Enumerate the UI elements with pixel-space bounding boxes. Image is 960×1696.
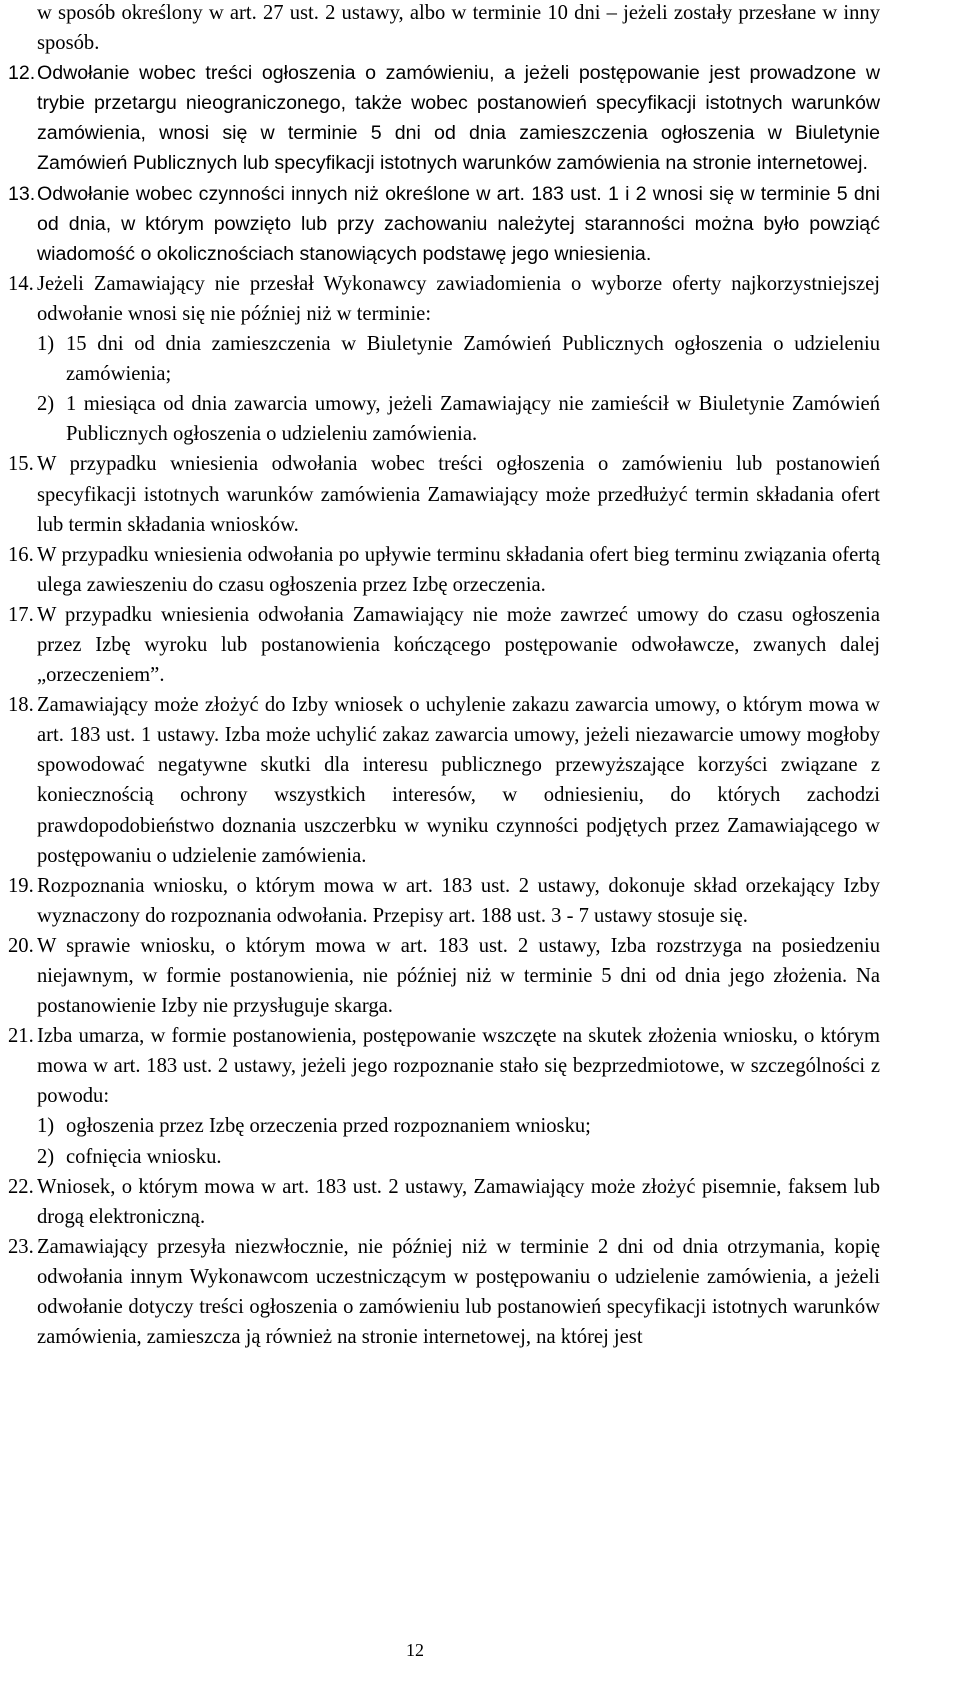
sub-item (37, 329, 880, 389)
page-number: 12 (406, 1640, 424, 1660)
item-number: 22. (8, 1175, 34, 1198)
item-number: 14. (8, 272, 34, 295)
sub-list (37, 329, 880, 449)
item-text: Wniosek, o którym mowa w art. 183 ust. 2 ustawy, Zamawiający może złożyć pisemnie, faksem lub drogą elektroniczną. (37, 1175, 880, 1228)
sub-item-text: ogłoszenia przez Izbę orzeczenia przed rozpoznaniem wniosku; (66, 1115, 591, 1138)
list-item (8, 690, 880, 871)
list-item (8, 931, 880, 1021)
item-number: 18. (8, 694, 34, 717)
item-number: 23. (8, 1235, 34, 1258)
item-number: 15. (8, 453, 34, 476)
list-item (8, 449, 880, 539)
item-number: 20. (8, 934, 34, 957)
list-item (8, 600, 880, 690)
list-item (8, 179, 880, 269)
sub-item-number: 1) (37, 1115, 55, 1138)
item-text: W przypadku wniesienia odwołania Zamawiający nie może zawrzeć umowy do czasu ogłoszenia przez Izbę wyroku lub postanowienia kończącego postępowanie odwoławcze, zwanych dalej „orzeczeniem”. (37, 603, 880, 687)
item-text: Odwołanie wobec czynności innych niż określone w art. 183 ust. 1 i 2 wnosi się w terminie 5 dni od dnia, w którym powzięto lub przy zachowaniu należytej staranności można było powziąć wiadomość o okolicznościach stanowiących podstawę jego wniesienia. (37, 182, 880, 265)
item-text: Zamawiający przesyła niezwłocznie, nie później niż w terminie 2 dni od dnia otrzymania, kopię odwołania innym Wykonawcom uczestniczącym w postępowaniu o udzielenie zamówienia, a jeżeli odwołanie dotyczy treści ogłoszenia o zamówieniu lub postanowień specyfikacji istotnych warunków zamówienia, zamieszcza ją również na stronie internetowej, na której jest (37, 1235, 880, 1349)
list-item (8, 871, 880, 931)
list-item (8, 1232, 880, 1352)
sub-item (37, 389, 880, 449)
item-text: Zamawiający może złożyć do Izby wniosek o uchylenie zakazu zawarcia umowy, o którym mowa w art. 183 ust. 1 ustawy. Izba może uchylić zakaz zawarcia umowy, jeżeli niezawarcie umowy mogłoby spowodować negatywne skutki dla interesu publicznego przewyższające korzyści związane z koniecznością ochrony wszystkich interesów, w odniesieniu, do których zachodzi prawdopodobieństwo doznania uszczerbku w wyniku czynności podjętych przez Zamawiającego w postępowaniu o udzielenie zamówienia. (37, 694, 880, 867)
list-item (8, 1172, 880, 1232)
sub-item-text: 15 dni od dnia zamieszczenia w Biuletynie Zamówień Publicznych ogłoszenia o udzieleniu zamówienia; (66, 333, 880, 386)
item-number: 13. (8, 182, 36, 205)
item-number: 16. (8, 543, 34, 566)
item-text: Rozpoznania wniosku, o którym mowa w art. 183 ust. 2 ustawy, dokonuje skład orzekający Izby wyznaczony do rozpoznania odwołania. Przepisy art. 188 ust. 3 - 7 ustawy stosuje się. (37, 874, 880, 927)
list-item (8, 540, 880, 600)
continued-paragraph: w sposób określony w art. 27 ust. 2 ustawy, albo w terminie 10 dni – jeżeli zostały przesłane w inny sposób. (37, 2, 880, 55)
item-text: W sprawie wniosku, o którym mowa w art. 183 ust. 2 ustawy, Izba rozstrzyga na posiedzeniu niejawnym, w formie postanowienia, nie później niż w terminie 5 dni od dnia jego złożenia. Na postanowienie Izby nie przysługuje skarga. (37, 934, 880, 1018)
list-item (8, 1021, 880, 1171)
item-number: 19. (8, 874, 34, 897)
item-text: W przypadku wniesienia odwołania po upływie terminu składania ofert bieg terminu związania ofertą ulega zawieszeniu do czasu ogłoszenia przez Izbę orzeczenia. (37, 543, 880, 596)
sub-item-number: 1) (37, 333, 55, 356)
item-number: 12. (8, 62, 36, 85)
document-body (8, 0, 880, 1352)
item-number: 21. (8, 1025, 34, 1048)
numbered-list (8, 58, 880, 1352)
list-item (8, 58, 880, 178)
item-number: 17. (8, 603, 34, 626)
sub-item-number: 2) (37, 1145, 55, 1168)
list-item (8, 269, 880, 450)
item-text: W przypadku wniesienia odwołania wobec treści ogłoszenia o zamówieniu lub postanowień specyfikacji istotnych warunków zamówienia Zamawiający może przedłużyć termin składania ofert lub termin składania wniosków. (37, 453, 880, 536)
sub-item-number: 2) (37, 393, 55, 416)
sub-item-text: 1 miesiąca od dnia zawarcia umowy, jeżeli Zamawiający nie zamieścił w Biuletynie Zamówień Publicznych ogłoszenia o udzieleniu zamówienia. (66, 393, 880, 446)
item-text: Jeżeli Zamawiający nie przesłał Wykonawcy zawiadomienia o wyborze oferty najkorzystniejszej odwołanie wnosi się nie później niż w terminie: (37, 272, 880, 325)
sub-list (37, 1111, 880, 1171)
sub-item (37, 1111, 880, 1141)
item-text: Izba umarza, w formie postanowienia, postępowanie wszczęte na skutek złożenia wniosku, o którym mowa w art. 183 ust. 2 ustawy, jeżeli jego rozpoznanie stało się bezprzedmiotowe, w szczególności z powodu: (37, 1025, 880, 1108)
sub-item (37, 1142, 880, 1172)
item-text: Odwołanie wobec treści ogłoszenia o zamówieniu, a jeżeli postępowanie jest prowadzone w trybie przetargu nieograniczonego, także wobec postanowień specyfikacji istotnych warunków zamówienia, wnosi się w terminie 5 dni od dnia zamieszczenia ogłoszenia w Biuletynie Zamówień Publicznych lub specyfikacji istotnych warunków zamówienia na stronie internetowej. (37, 62, 880, 175)
sub-item-text: cofnięcia wniosku. (66, 1145, 222, 1168)
